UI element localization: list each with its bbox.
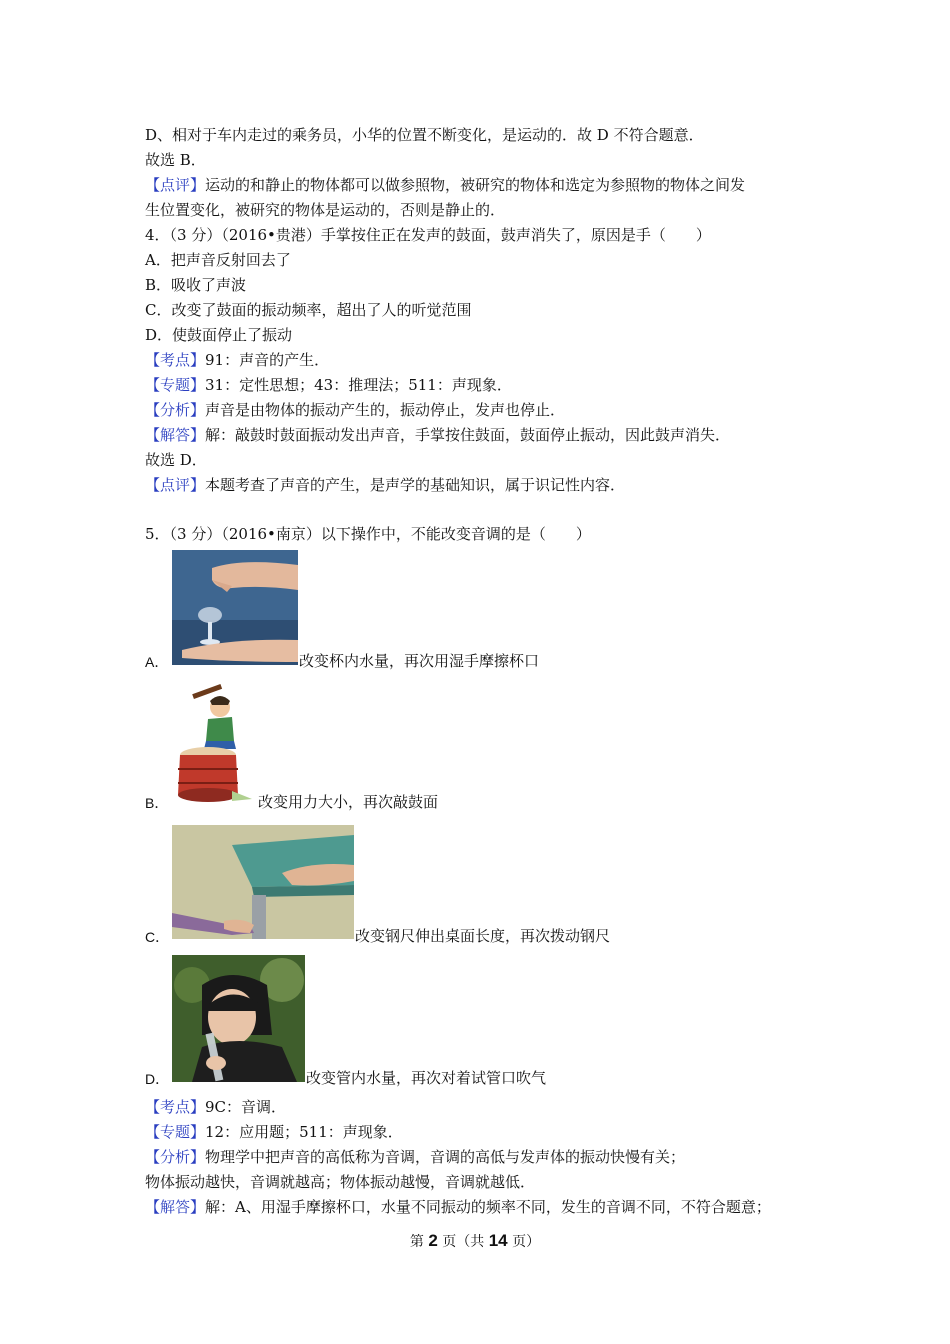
question-5-title: 5．（3 分）（2016•南京）以下操作中，不能改变音调的是（ ） [145, 525, 591, 543]
option-line: B．吸收了声波 [145, 276, 247, 294]
option-b-letter: B． [145, 795, 169, 811]
text-line: 物体振动越快，音调就越高；物体振动越慢，音调就越低． [145, 1173, 536, 1191]
text-line: D、相对于车内走过的乘务员，小华的位置不断变化，是运动的．故 D 不符合题意． [145, 126, 704, 144]
option-a-caption: 改变杯内水量，再次用湿手摩擦杯口 [299, 652, 540, 670]
test-tube-girl-image [172, 955, 305, 1082]
option-c-caption: 改变钢尺伸出桌面长度，再次拨动钢尺 [355, 927, 611, 945]
option-line: A．把声音反射回去了 [145, 251, 291, 269]
page-total: 14 [488, 1231, 508, 1250]
glass-rubbing-image [172, 550, 298, 665]
zhuanti-line: 【专题】31：定性思想；43：推理法；511：声现象． [145, 376, 512, 394]
zhuanti-line: 【专题】12：应用题；511：声现象． [145, 1123, 403, 1141]
tag-dianping: 【点评】 [145, 176, 206, 194]
fenxi-line: 【分析】声音是由物体的振动产生的，振动停止，发声也停止． [145, 401, 566, 419]
option-line: D．使鼓面停止了振动 [145, 326, 293, 344]
steel-ruler-image [172, 825, 354, 939]
option-b-caption: 改变用力大小，再次敲鼓面 [258, 793, 439, 811]
question-4-title: 4．（3 分）（2016•贵港）手掌按住正在发声的鼓面，鼓声消失了，原因是手（ ） [145, 226, 711, 244]
option-d-caption: 改变管内水量，再次对着试管口吹气 [306, 1069, 547, 1087]
option-a-letter: A． [145, 654, 169, 670]
drum-boy-image [172, 683, 254, 805]
text-line: 故选 B． [145, 151, 206, 169]
page-number: 2 [428, 1231, 438, 1250]
option-d-letter: D． [145, 1071, 170, 1087]
jieda-line: 【解答】解：A、用湿手摩擦杯口，水量不同振动的频率不同，发生的音调不同，不符合题意； [145, 1198, 771, 1216]
page-footer: 第 2 页（共 14 页） [409, 1231, 541, 1250]
jieda-line: 【解答】解：敲鼓时鼓面振动发出声音，手掌按住鼓面，鼓面停止振动，因此鼓声消失． [145, 426, 731, 444]
text-line: 故选 D． [145, 451, 207, 469]
kaodian-line: 【考点】9C：音调． [145, 1098, 287, 1116]
fenxi-line: 【分析】物理学中把声音的高低称为音调，音调的高低与发声体的振动快慢有关； [145, 1148, 686, 1166]
option-c-letter: C． [145, 929, 170, 945]
option-line: C．改变了鼓面的振动频率，超出了人的听觉范围 [145, 301, 472, 319]
comment-line: 【点评】运动的和静止的物体都可以做参照物，被研究的物体和选定为参照物的物体之间发 [145, 176, 746, 194]
dianping-line: 【点评】本题考查了声音的产生，是声学的基础知识，属于识记性内容． [145, 476, 626, 494]
text-line: 生位置变化，被研究的物体是运动的，否则是静止的． [145, 201, 506, 219]
kaodian-line: 【考点】91：声音的产生． [145, 351, 330, 369]
